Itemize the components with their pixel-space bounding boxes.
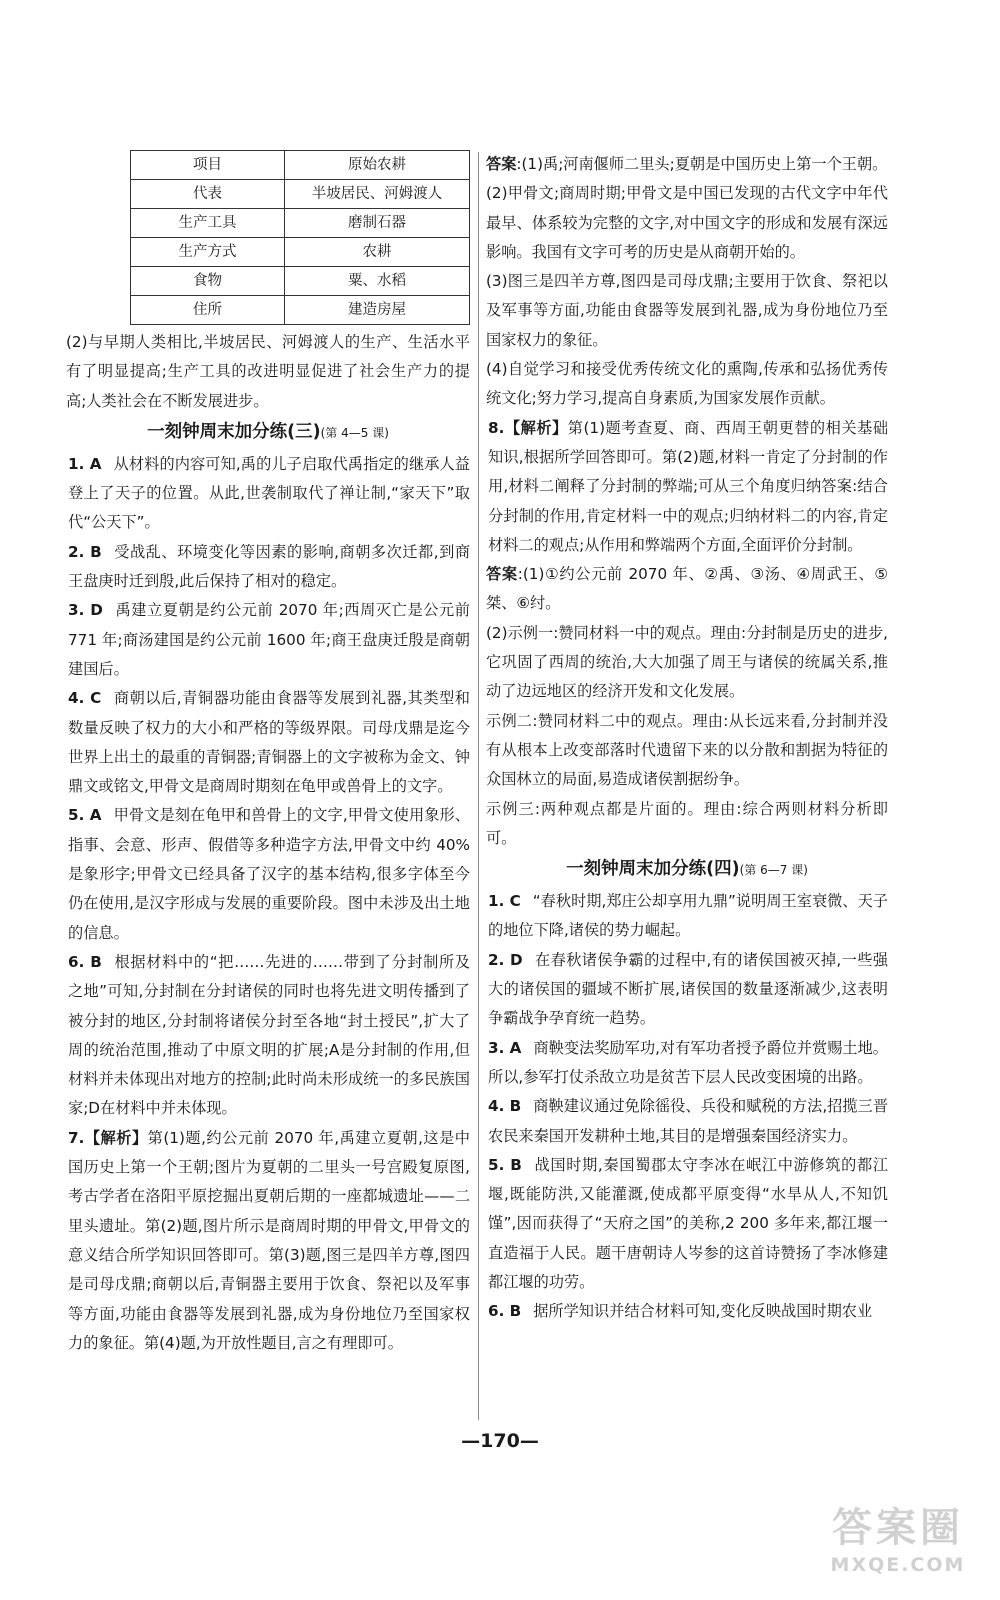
- answer-number: 2. B: [68, 542, 102, 561]
- analysis-number: 8.: [488, 418, 505, 437]
- watermark-text: 答案圈: [832, 1504, 964, 1551]
- answer-text: 在春秋诸侯争霸的过程中,有的诸侯国被灭掉,一些强大的诸侯国的疆域不断扩展,诸侯国的数量逐渐减少,这表明争霸战争孕育统一趋势。: [488, 950, 889, 1028]
- answer-item: [486, 1151, 888, 1297]
- answer-paragraph: (2)与早期人类相比,半坡居民、河姆渡人的生产、生活水平有了明显提高;生产工具的改进明显促进了社会生产力的提高;人类社会在不断发展进步。: [66, 333, 470, 410]
- table-cell: 原始农耕: [285, 151, 470, 180]
- table-cell: 项目: [131, 151, 285, 180]
- answer-text: 商朝以后,青铜器功能由食器等发展到礼器,其类型和数量反映了权力的大小和严格的等级界限。司母戊鼎是迄今世界上出土的最重的青铜器;青铜器上的文字被称为金文、钟鼎文或铭文,甲骨文是商周时期刻在龟甲或兽骨上的文字。: [68, 689, 470, 796]
- table-cell: 磨制石器: [285, 209, 470, 238]
- table-cell: 建造房屋: [285, 296, 470, 325]
- table-cell: 粟、水稻: [285, 267, 470, 296]
- analysis-tag: 【解析】: [84, 1128, 148, 1147]
- answer-text: 根据材料中的“把……先进的……带到了分封制所及之地”可知,分封制在分封诸侯的同时也将先进文明传播到了被分封的地区,分封制将诸侯分封至各地“封土授民”,扩大了周的统治范围,推动了中原文明的扩展;A是分封制的作用,但材料并未体现出对地方的控制;此时尚未形成统一的多民族国家;D在材料中并未体现。: [68, 952, 470, 1118]
- answer-paragraph: (3)图三是四羊方尊,图四是司母戊鼎;主要用于饮食、祭祀以及军事等方面,功能由食器等发展到礼器,成为身份地位乃至国家权力的象征。: [486, 272, 888, 349]
- answer-number: 2. D: [488, 950, 523, 969]
- comparison-table: [130, 150, 470, 325]
- answer-item: [66, 801, 470, 947]
- answer-text: 禹建立夏朝是约公元前 2070 年;西周灭亡是公元前 771 年;商汤建国是约公元前 1600 年;商王盘庚迁殷是商朝建国后。: [68, 601, 470, 678]
- answer-number: 3. A: [488, 1038, 522, 1057]
- answer-number: 5. A: [68, 806, 102, 825]
- section-title: 一刻钟周末加分练(四): [566, 859, 740, 880]
- section-title: 一刻钟周末加分练(三): [147, 421, 321, 442]
- answer-item: [486, 887, 888, 946]
- answer-paragraph: (4)自觉学习和接受优秀传统文化的熏陶,传承和弘扬优秀传统文化;努力学习,提高自身素质,为国家发展作贡献。: [486, 360, 888, 408]
- answer-text: :(1)禹;河南偃师二里头;夏朝是中国历史上第一个王朝。: [516, 155, 888, 173]
- section-lessons: (第 4—5 课): [320, 425, 389, 440]
- table-row: [131, 267, 470, 296]
- answer-paragraph: (2)示例一:赞同材料一中的观点。理由:分封制是历史的进步,它巩固了西周的统治,大大加强了周王与诸侯的统属关系,推动了边远地区的经济开发和文化发展。: [486, 623, 888, 701]
- watermark-logo: [818, 1504, 978, 1586]
- answer-tag: 答案: [486, 155, 517, 173]
- answer-number: 5. B: [488, 1155, 522, 1174]
- section-heading: [486, 854, 888, 886]
- answer-item: [486, 1297, 888, 1326]
- answer-text: 商鞅变法奖励军功,对有军功者授予爵位并赏赐土地。所以,参军打仗杀敌立功是贫苦下层人民改变困境的出路。: [488, 1038, 888, 1086]
- right-column: [486, 150, 888, 1327]
- answer-number: 4. C: [68, 689, 102, 708]
- answer-item: [486, 1034, 888, 1093]
- table-cell: 半坡居民、河姆渡人: [285, 180, 470, 209]
- column-divider: [478, 152, 479, 1420]
- answer-text: 据所学知识并结合材料可知,变化反映战国时期农业: [533, 1302, 873, 1321]
- section-heading: [66, 417, 470, 449]
- answer-number: 6. B: [68, 952, 102, 971]
- answer-text: 甲骨文是刻在龟甲和兽骨上的文字,甲骨文使用象形、指事、会意、形声、假借等多种造字方法,甲骨文中约 40%是象形字;甲骨文已经具备了汉字的基本结构,很多字体至今仍在使用,是汉字形成与发展的重要阶段。图中未涉及出土地的信息。: [68, 806, 470, 942]
- analysis-item: [66, 1124, 470, 1358]
- answer-number: 1. C: [488, 892, 521, 911]
- answer-paragraph: [486, 560, 888, 619]
- table-cell: 代表: [131, 180, 285, 209]
- table-cell: 食物: [131, 267, 285, 296]
- table-row: [131, 151, 470, 180]
- answer-paragraph: 示例三:两种观点都是片面的。理由:综合两则材料分析即可。: [486, 799, 888, 847]
- analysis-item: [486, 414, 888, 560]
- watermark-url: MXQE.COM: [830, 1554, 966, 1576]
- table-row: [131, 238, 470, 267]
- table-row: [131, 296, 470, 325]
- answer-number: 4. B: [488, 1097, 522, 1116]
- answer-number: 6. B: [488, 1302, 522, 1321]
- answer-item: [66, 684, 470, 801]
- answer-text: “春秋时期,郑庄公却享用九鼎”说明周王室衰微、天子的地位下降,诸侯的势力崛起。: [488, 892, 888, 940]
- page-number: —170—: [461, 1430, 539, 1452]
- analysis-tag: 【解析】: [504, 418, 568, 437]
- answer-paragraph: 示例二:赞同材料二中的观点。理由:从长远来看,分封制并没有从根本上改变部落时代遗留下来的以分散和割据为特征的众国林立的局面,易造成诸侯割据纷争。: [486, 711, 888, 789]
- answer-paragraph: (2)甲骨文;商周时期;甲骨文是中国已发现的古代文字中年代最早、体系较为完整的文字,对中国文字的形成和发展有深远影响。我国有文字可考的历史是从商朝开始的。: [486, 184, 888, 261]
- answer-item: [66, 450, 470, 538]
- table-cell: 生产方式: [131, 238, 285, 267]
- table-cell: 农耕: [285, 238, 470, 267]
- answer-paragraph: [486, 150, 888, 179]
- answer-text: 商鞅建议通过免除徭役、兵役和赋税的方法,招揽三晋农民来秦国开发耕种土地,其目的是增强秦国经济实力。: [488, 1097, 889, 1145]
- answer-item: [66, 596, 470, 684]
- table-cell: 生产工具: [131, 209, 285, 238]
- answer-text: :(1)①约公元前 2070 年、②禹、③汤、④周武王、⑤桀、⑥纣。: [486, 565, 888, 613]
- table-row: [131, 209, 470, 238]
- answer-item: [66, 538, 470, 597]
- left-column: [66, 150, 470, 1358]
- answer-text: 战国时期,秦国蜀郡太守李冰在岷江中游修筑的都江堰,既能防洪,又能灌溉,使成都平原变得“水旱从人,不知饥馑”,因而获得了“天府之国”的美称,2 200 多年来,都江堰一直造福于人民。题干唐朝诗人岑参的这首诗赞扬了李冰修建都江堰的功劳。: [488, 1155, 889, 1291]
- analysis-number: 7.: [68, 1128, 85, 1147]
- answer-text: 从材料的内容可知,禹的儿子启取代禹指定的继承人益登上了天子的位置。从此,世袭制取代了禅让制,“家天下”取代“公天下”。: [68, 454, 470, 532]
- answer-item: [486, 946, 888, 1034]
- table-cell: 住所: [131, 296, 285, 325]
- analysis-text: 第(1)题,约公元前 2070 年,禹建立夏朝,这是中国历史上第一个王朝;图片为夏朝的二里头一号宫殿复原图,考古学者在洛阳平原挖掘出夏朝后期的一座都城遗址——二里头遗址。第(2)题,图片所示是商周时期的甲骨文,甲骨文的意义结合所学知识回答即可。第(3)题,图三是四羊方尊,图四是司母戊鼎;商朝以后,青铜器主要用于饮食、祭祀以及军事等方面,功能由食器等发展到礼器,成为身份地位乃至国家权力的象征。第(4)题,为开放性题目,言之有理即可。: [68, 1128, 470, 1352]
- answer-number: 1. A: [68, 454, 102, 473]
- section-lessons: (第 6—7 课): [739, 863, 808, 878]
- answer-item: [486, 1092, 888, 1151]
- answer-tag: 答案: [486, 565, 518, 584]
- answer-text: 受战乱、环境变化等因素的影响,商朝多次迁都,到商王盘庚时迁到殷,此后保持了相对的稳定。: [68, 542, 471, 591]
- answer-item: [66, 948, 470, 1124]
- answer-number: 3. D: [68, 601, 103, 620]
- analysis-text: 第(1)题考查夏、商、西周王朝更替的相关基础知识,根据所学回答即可。第(2)题,材料一肯定了分封制的作用,材料二阐释了分封制的弊端;可从三个角度归纳答案:结合分封制的作用,肯定材料一中的观点;归纳材料二的内容,肯定材料二的观点;从作用和弊端两个方面,全面评价分封制。: [488, 418, 889, 554]
- table-row: [131, 180, 470, 209]
